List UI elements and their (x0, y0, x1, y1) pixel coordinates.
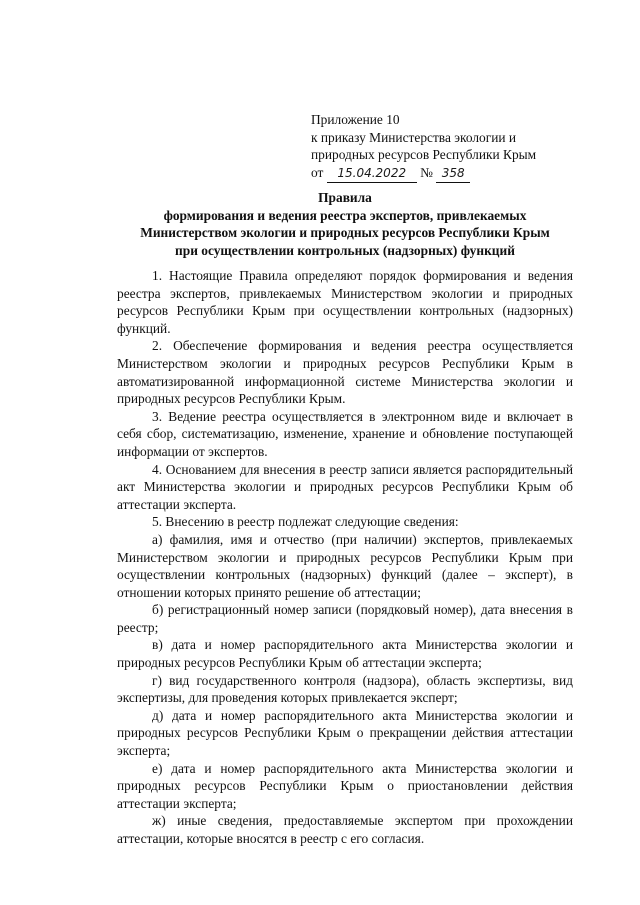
paragraph-5: 5. Внесению в реестр подлежат следующие сведения: (152, 514, 459, 530)
appendix-number: Приложение 10 (311, 112, 400, 127)
item-b: б) регистрационный номер записи (порядковый номер), дата внесения в реестр; (117, 602, 573, 635)
appendix-date-line (311, 164, 601, 184)
order-date: 15.04.2022 (327, 165, 417, 184)
document-title (117, 189, 573, 259)
item-e: е) дата и номер распорядительного акта Министерства экологии и природных ресурсов Республики Крым о приостановлении действия аттестации эксперта; (117, 760, 573, 811)
document-body (117, 267, 573, 848)
item-v: в) дата и номер распорядительного акта Министерства экологии и природных ресурсов Республики Крым об аттестации эксперта; (117, 637, 573, 671)
order-number: 358 (436, 165, 470, 184)
appendix-order-ref: к приказу Министерства экологии и (311, 129, 517, 145)
number-prefix: № (420, 164, 433, 180)
item-zh: ж) иные сведения, предоставляемые экспертом при прохождении аттестации, которые вносятся в реестр с его согласия. (117, 813, 573, 846)
appendix-ministry: природных ресурсов Республики Крым (311, 147, 537, 162)
item-a: а) фамилия, имя и отчество (при наличии) экспертов, привлекаемых Министерством экологии и природных ресурсов Республики Крым при осуществлении контрольных (надзорных) функций (далее – эксперт), в отношении которых принято решение об аттестации; (117, 531, 573, 600)
item-g: г) вид государственного контроля (надзора), область экспертизы, вид экспертизы, для проведения которых привлекается эксперт; (117, 672, 573, 706)
paragraph-4: 4. Основанием для внесения в реестр записи является распорядительный акт Министерства экологии и природных ресурсов Республики Крым об аттестации эксперта. (117, 461, 573, 512)
title-line-4: при осуществлении контрольных (надзорных) функций (175, 242, 515, 258)
title-line-3: Министерством экологии и природных ресурсов Республики Крым (140, 225, 550, 241)
title-line-2: формирования и ведения реестра экспертов, привлекаемых (163, 207, 527, 223)
paragraph-1: 1. Настоящие Правила определяют порядок формирования и ведения реестра экспертов, привлекаемых Министерством экологии и природных ресурсов Республики Крым при осуществлении контрольных (надзорных) функций. (117, 268, 573, 336)
item-d: д) дата и номер распорядительного акта Министерства экологии и природных ресурсов Республики Крым о прекращении действия аттестации эксперта; (117, 707, 573, 759)
date-prefix: от (311, 164, 324, 180)
paragraph-3: 3. Ведение реестра осуществляется в электронном виде и включает в себя сбор, систематизацию, изменение, хранение и обновление поступающей информации от экспертов. (117, 408, 573, 459)
paragraph-2: 2. Обеспечение формирования и ведения реестра осуществляется Министерством экологии и природных ресурсов Республики Крым в автоматизированной информационной системе Министерства экологии и природных ресурсов Республики Крым. (117, 338, 573, 407)
appendix-block (311, 111, 601, 183)
title-line-1: Правила (318, 190, 372, 205)
